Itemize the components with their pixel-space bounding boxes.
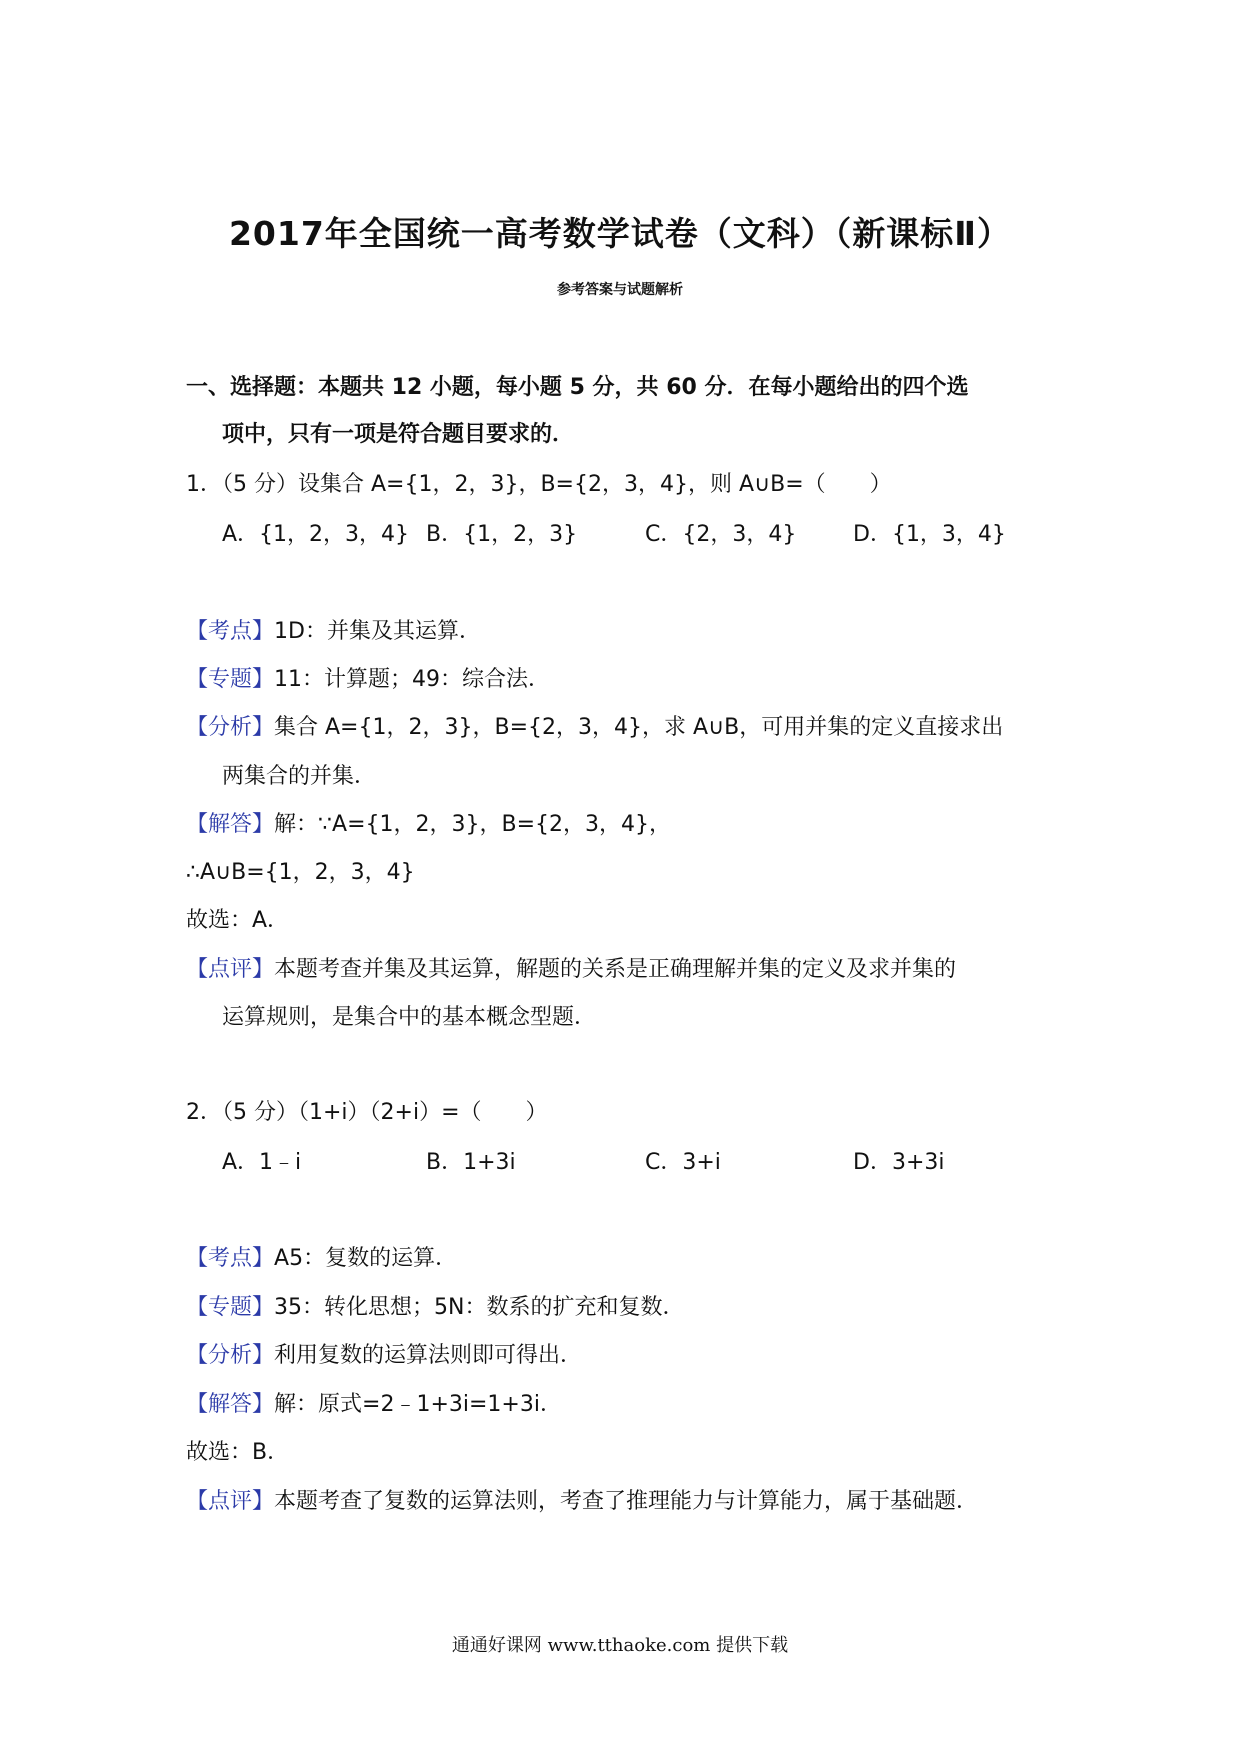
question-2-zhuanti (186, 1293, 684, 1323)
zhuanti-text: 11：计算题；49：综合法． (274, 667, 551, 692)
question-1-jieda (186, 810, 671, 840)
page-subtitle: 参考答案与试题解析 (557, 282, 683, 298)
dianping-tag: 【点评】 (186, 957, 275, 982)
question-1-option-d: D．{1，3，4} (853, 522, 1006, 547)
question-2-option-c: C．3+i (645, 1150, 721, 1175)
jieda-tag: 【解答】 (186, 812, 275, 837)
fenxi-tag: 【分析】 (186, 715, 275, 740)
question-1-dianping (186, 955, 956, 985)
question-2-answer: 故选：B． (186, 1440, 290, 1465)
jieda-text: 解：∵A={1，2，3}，B={2，3，4}， (274, 812, 671, 837)
question-1-fenxi (186, 713, 1003, 743)
dianping-tag: 【点评】 (186, 1489, 275, 1514)
question-1-stem: 1．（5 分）设集合 A={1，2，3}，B={2，3，4}，则 A∪B=（ ） (186, 472, 892, 497)
page-title: 2017年全国统一高考数学试卷（文科）（新课标Ⅱ） (228, 214, 1012, 253)
question-1-option-c: C．{2，3，4} (645, 522, 797, 547)
question-1-zhuanti (186, 665, 550, 695)
kaodian-tag: 【考点】 (186, 619, 275, 644)
kaodian-text: 1D：并集及其运算． (274, 619, 481, 644)
section-heading: 一、选择题：本题共 12 小题，每小题 5 分，共 60 分．在每小题给出的四个选 (186, 375, 969, 400)
kaodian-text: A5：复数的运算． (274, 1246, 458, 1271)
jieda-text: 解：原式=2﹣1+3i=1+3i． (274, 1392, 562, 1417)
question-2-dianping (186, 1487, 978, 1517)
zhuanti-tag: 【专题】 (186, 667, 275, 692)
kaodian-tag: 【考点】 (186, 1246, 275, 1271)
dianping-text: 本题考查了复数的运算法则，考查了推理能力与计算能力，属于基础题． (274, 1489, 979, 1514)
jieda-tag: 【解答】 (186, 1392, 275, 1417)
question-1-option-b: B．{1，2，3} (426, 522, 578, 547)
question-2-option-a: A．1﹣i (222, 1150, 302, 1175)
page-footer: 通通好课网 www.tthaoke.com 提供下载 (451, 1635, 789, 1656)
question-2-jieda (186, 1390, 562, 1420)
dianping-text: 本题考查并集及其运算，解题的关系是正确理解并集的定义及求并集的 (274, 957, 957, 982)
question-1-jieda-result: ∴A∪B={1，2，3，4} (186, 860, 415, 885)
question-2-fenxi (186, 1341, 582, 1371)
question-2-option-d: D．3+3i (853, 1150, 945, 1175)
question-1-dianping-continued: 运算规则，是集合中的基本概念型题． (222, 1005, 597, 1030)
question-2-kaodian (186, 1244, 457, 1274)
question-1-option-a: A．{1，2，3，4} (222, 522, 410, 547)
question-2-stem: 2．（5 分）（1+i）（2+i）=（ ） (186, 1100, 548, 1125)
zhuanti-text: 35：转化思想；5N：数系的扩充和复数． (274, 1295, 685, 1320)
question-1-fenxi-continued: 两集合的并集． (222, 764, 377, 789)
fenxi-text: 利用复数的运算法则即可得出． (274, 1343, 583, 1368)
question-1-answer: 故选：A． (186, 908, 290, 933)
section-heading-continued: 项中，只有一项是符合题目要求的． (222, 422, 575, 447)
question-2-option-b: B．1+3i (426, 1150, 516, 1175)
fenxi-tag: 【分析】 (186, 1343, 275, 1368)
zhuanti-tag: 【专题】 (186, 1295, 275, 1320)
fenxi-text: 集合 A={1，2，3}，B={2，3，4}，求 A∪B，可用并集的定义直接求出 (274, 715, 1004, 740)
question-1-kaodian (186, 617, 481, 647)
